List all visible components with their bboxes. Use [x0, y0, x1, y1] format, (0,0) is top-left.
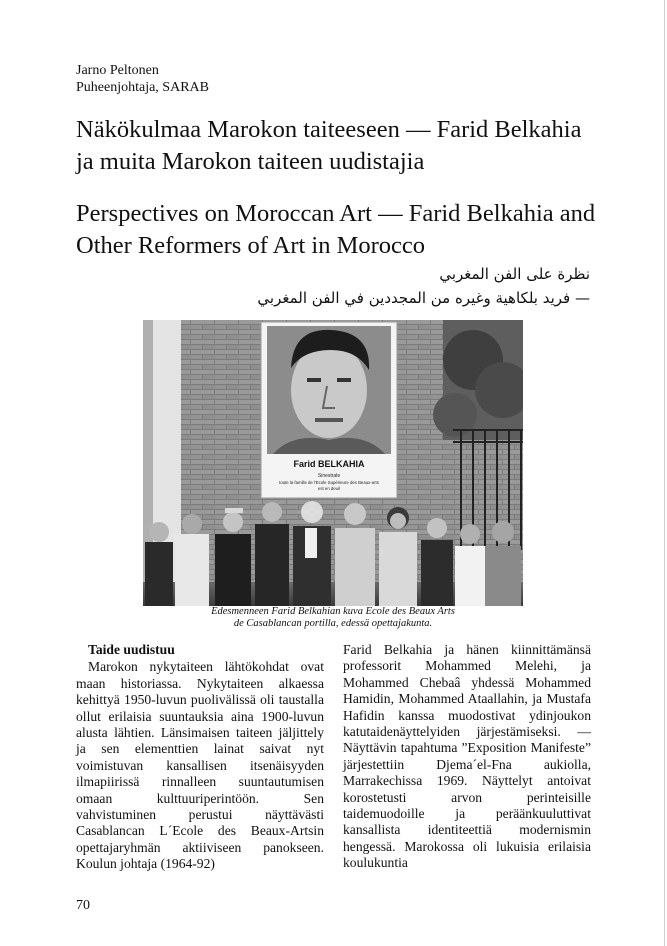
section-heading: Taide uudistuu — [88, 642, 175, 657]
title-english: Perspectives on Moroccan Art — Farid Belkahia and Other Reformers of Art in Morocco — [76, 200, 596, 259]
author-block — [76, 62, 209, 96]
article-photo — [143, 320, 523, 606]
body-paragraph-right: Farid Belkahia ja hänen kiinnittämänsä professorit Mohammed Melehi, ja Mohammed Chebaâ yhdessä Mohammed Hamidin, Mohammed Ataallahin, ja Mustafa Hafidin kanssa muodostivat ydinjoukon katutaidenäyttelyiden järjestämiseksi. — Näyttävin tapahtuma ”Exposition Manifeste” järjestettiin Djema´el-Fna aukiolla, Marrakechissa 1969. Näyttelyt antoivat korostetusti arvon perinteisille taidemuodoille ja peräänkuuluttivat kansallista identiteettiä modernismin hengessä. Marokossa oli lukuisia erilaisia koulukuntia — [343, 642, 591, 871]
caption-line2: de Casablancan portilla, edessä opettajakunta. — [233, 618, 433, 629]
author-role: Puheenjohtaja, SARAB — [76, 80, 209, 95]
title-arabic-line2: — فريد بلكاهية وغيره من المجددين في الفن المغربي — [257, 289, 590, 307]
poster-line3: est en deuil — [318, 486, 340, 491]
page-number: 70 — [76, 898, 90, 913]
poster-line2: toute la famille de l'Ecole Supérieure des Beaux-arts — [279, 480, 379, 485]
title-arabic-line1: نظرة على الفن المغربي — [439, 265, 590, 283]
title-arabic — [250, 262, 590, 310]
caption-line1: Edesmenneen Farid Belkahian kuva Ecole des Beaux Arts — [211, 606, 455, 617]
title-finnish: Näkökulmaa Marokon taiteeseen — Farid Belkahia ja muita Marokon taiteen uudistajia — [76, 116, 582, 175]
author-name: Jarno Peltonen — [76, 63, 159, 78]
photo-caption — [143, 606, 523, 630]
page-edge — [664, 0, 665, 946]
text-column-right — [343, 642, 591, 872]
text-column-left — [76, 642, 324, 873]
body-paragraph-left: Marokon nykytaiteen lähtökohdat ovat maan historiassa. Nykytaiteen alkaessa kehittyä 1950-luvun puolivälissä oli taustalla ollut erilaisia suuntauksia aina 1900-luvun alusta lähtien. Länsimaisen taiteen jäljittely ja sen elementtien lainat saivat nyt voimistuvan kansallisen itsenäisyyden ilmapiirissä rinnalleen suuntautumisen omaan kulttuuriperintöön. Sen vahvistuminen perustui näyttävästi Casablancan L´Ecole des Beaux-Artsin opettajaryhmän aktiiviseen panokseen. Koulun johtaja (1964-92) — [76, 659, 324, 872]
poster-line1: Sinestrale — [317, 473, 341, 479]
poster-name: Farid BELKAHIA — [293, 459, 365, 469]
